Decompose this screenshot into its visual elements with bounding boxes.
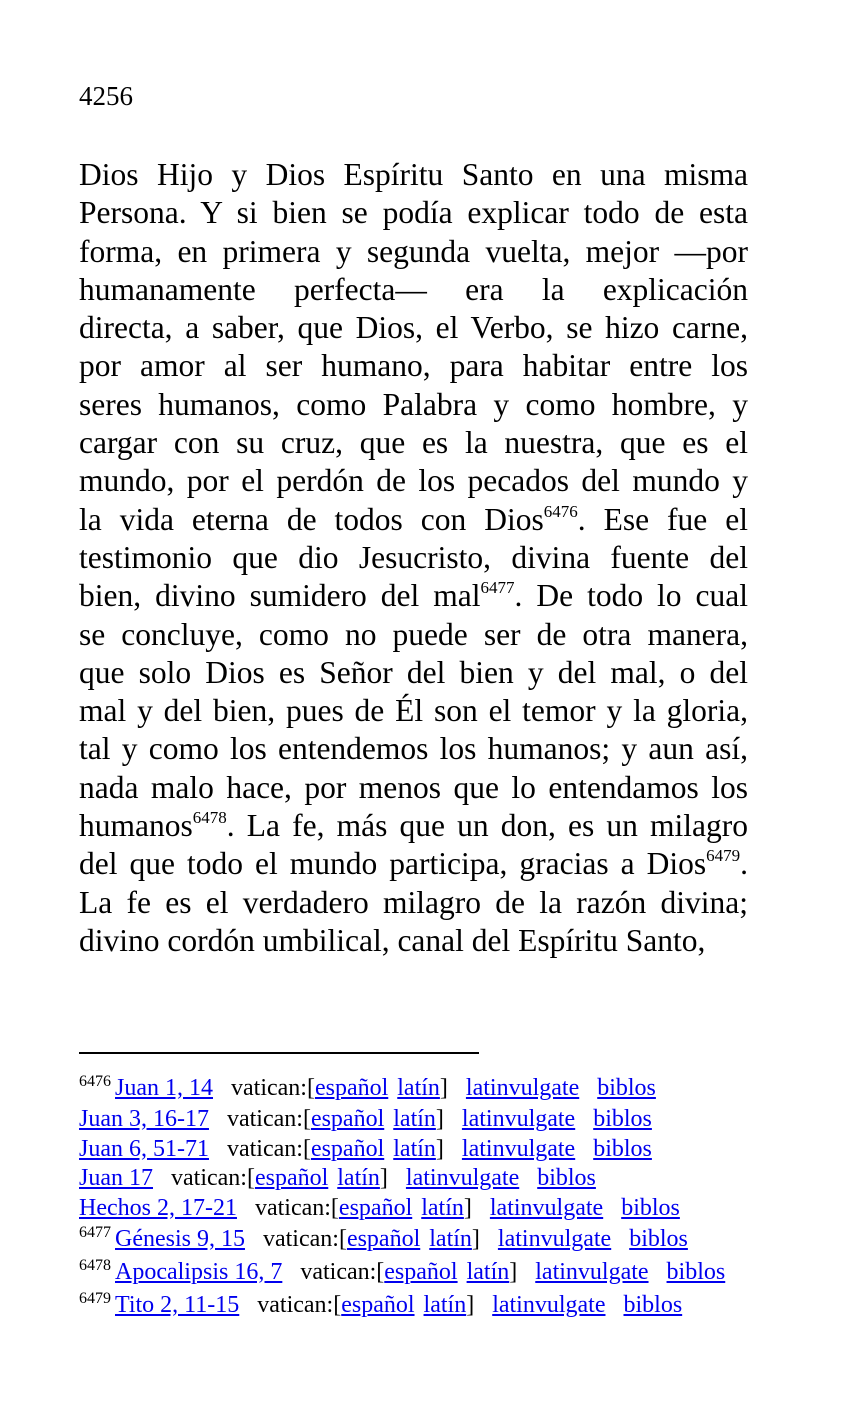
text-segment: . Ese fue el (577, 501, 748, 537)
text-segment: mal y del bien, pues de Él son el temor y la gloria, (79, 693, 748, 729)
text-segment: mundo, por el perdón de los pecados del mundo y (79, 463, 748, 499)
latinvulgate-link[interactable]: latinvulgate (492, 1291, 606, 1318)
close-bracket: ] (463, 1194, 472, 1221)
text-line (79, 539, 748, 577)
reference-link[interactable]: Apocalipsis 16, 7 (115, 1258, 283, 1285)
text-line (79, 462, 748, 500)
footnote-row (79, 1291, 779, 1323)
text-line (79, 845, 748, 883)
latin-link[interactable]: latín (466, 1258, 510, 1285)
close-bracket: ] (379, 1165, 388, 1191)
reference-link[interactable]: Génesis 9, 15 (115, 1225, 245, 1252)
close-bracket: ] (439, 1074, 448, 1101)
reference-link[interactable]: Tito 2, 11-15 (115, 1291, 240, 1318)
espanol-link[interactable]: español (314, 1074, 389, 1101)
text-line (79, 424, 748, 462)
footnote-ref[interactable]: 6479 (706, 846, 741, 866)
reference-link[interactable]: Hechos 2, 17-21 (79, 1194, 237, 1221)
text-line (79, 807, 748, 845)
footnote-row (79, 1194, 779, 1224)
latin-link[interactable]: latín (393, 1106, 436, 1132)
text-segment: divino cordón umbilical, canal del Espíritu Santo, (79, 922, 706, 958)
text-segment: se concluye, como no puede ser de otra manera, (79, 616, 748, 652)
footnote-number: 6478 (79, 1256, 111, 1274)
text-line (79, 501, 748, 539)
text-line (79, 884, 748, 922)
latin-link[interactable]: latín (393, 1135, 436, 1162)
text-line (79, 194, 748, 232)
vatican-label: vatican:[ (254, 1194, 339, 1221)
footnote-number: 6479 (79, 1289, 111, 1307)
footnote-number: 6477 (79, 1223, 111, 1241)
reference-link[interactable]: Juan 17 (79, 1165, 153, 1191)
vatican-label: vatican:[ (300, 1258, 385, 1285)
text-line (79, 769, 748, 807)
espanol-link[interactable]: español (384, 1258, 458, 1285)
footnote-ref[interactable]: 6477 (480, 578, 515, 598)
text-line (79, 922, 748, 960)
text-segment: Persona. Y si bien se podía explicar todo de esta (79, 195, 748, 231)
latin-link[interactable]: latín (397, 1074, 440, 1101)
reference-link[interactable]: Juan 6, 51-71 (79, 1135, 209, 1162)
vatican-label: vatican:[ (226, 1106, 311, 1132)
text-line (79, 577, 748, 615)
biblos-link[interactable]: biblos (537, 1165, 596, 1191)
espanol-link[interactable]: español (310, 1135, 385, 1162)
text-segment: . De todo lo cual (514, 578, 749, 614)
text-segment: . La fe, más que un don, es un milagro (226, 808, 748, 844)
text-line (79, 347, 748, 385)
text-segment: del que todo el mundo participa, gracias a Dios (79, 846, 707, 882)
text-segment: cargar con su cruz, que es la nuestra, que es el (79, 425, 748, 461)
text-segment: por amor al ser humano, para habitar entre los (79, 348, 748, 384)
text-line (79, 156, 748, 194)
text-segment: que solo Dios es Señor del bien y del mal, o del (79, 654, 748, 690)
text-segment: bien, divino sumidero del mal (79, 578, 481, 614)
footnote-row (79, 1135, 779, 1165)
close-bracket: ] (435, 1106, 444, 1132)
text-line (79, 616, 748, 654)
latinvulgate-link[interactable]: latinvulgate (535, 1258, 649, 1285)
text-segment: seres humanos, como Palabra y como hombre, y (79, 386, 748, 422)
close-bracket: ] (466, 1291, 475, 1318)
latinvulgate-link[interactable]: latinvulgate (461, 1106, 576, 1132)
biblos-link[interactable]: biblos (666, 1258, 726, 1285)
latin-link[interactable]: latín (423, 1291, 467, 1318)
text-segment: nada malo hace, por menos que lo entendamos los (79, 769, 748, 805)
text-line (79, 386, 748, 424)
latinvulgate-link[interactable]: latinvulgate (465, 1074, 580, 1101)
espanol-link[interactable]: español (310, 1106, 385, 1132)
vatican-label: vatican:[ (226, 1135, 311, 1162)
text-segment: tal y como los entendemos los humanos; y aun así, (79, 731, 748, 767)
text-segment: Dios Hijo y Dios Espíritu Santo en una misma (79, 157, 748, 192)
text-line (79, 233, 748, 271)
footnote-row (79, 1258, 779, 1290)
footnote-row (79, 1105, 779, 1135)
footnotes (79, 1072, 779, 1322)
footnote-number: 6476 (79, 1072, 111, 1090)
biblos-link[interactable]: biblos (623, 1291, 683, 1318)
espanol-link[interactable]: español (338, 1194, 413, 1221)
footnote-row (79, 1225, 779, 1257)
biblos-link[interactable]: biblos (597, 1074, 656, 1101)
vatican-label: vatican:[ (262, 1225, 347, 1252)
text-line (79, 654, 748, 692)
footnote-divider (79, 1052, 479, 1054)
close-bracket: ] (471, 1225, 480, 1252)
text-segment: forma, en primera y segunda vuelta, mejor —por (79, 233, 748, 269)
latinvulgate-link[interactable]: latinvulgate (461, 1135, 576, 1162)
footnote-row (79, 1074, 779, 1106)
vatican-label: vatican:[ (231, 1074, 315, 1101)
reference-link[interactable]: Juan 3, 16-17 (79, 1106, 209, 1132)
text-line (79, 271, 748, 309)
text-line (79, 692, 748, 730)
text-line (79, 309, 748, 347)
espanol-link[interactable]: español (346, 1225, 421, 1252)
text-segment: La fe es el verdadero milagro de la razón divina; (79, 884, 748, 920)
page-number: 4256 (79, 81, 133, 111)
text-segment: la vida eterna de todos con Dios (79, 501, 544, 537)
latin-link[interactable]: latín (337, 1165, 380, 1191)
latin-link[interactable]: latín (429, 1225, 472, 1252)
espanol-link[interactable]: español (341, 1291, 415, 1318)
reference-link[interactable]: Juan 1, 14 (115, 1074, 213, 1101)
vatican-label: vatican:[ (257, 1291, 342, 1318)
text-line (79, 730, 748, 768)
footnote-ref[interactable]: 6476 (543, 501, 578, 521)
latinvulgate-link[interactable]: latinvulgate (405, 1165, 520, 1191)
latinvulgate-link[interactable]: latinvulgate (489, 1194, 604, 1221)
latinvulgate-link[interactable]: latinvulgate (497, 1225, 612, 1252)
latin-link[interactable]: latín (421, 1194, 464, 1221)
footnote-row (79, 1164, 779, 1194)
close-bracket: ] (509, 1258, 518, 1285)
biblos-link[interactable]: biblos (629, 1225, 688, 1252)
biblos-link[interactable]: biblos (621, 1194, 680, 1221)
text-segment: humanos (79, 808, 193, 844)
biblos-link[interactable]: biblos (593, 1106, 652, 1132)
espanol-link[interactable]: español (254, 1165, 329, 1191)
text-segment: testimonio que dio Jesucristo, divina fuente del (79, 539, 748, 575)
vatican-label: vatican:[ (171, 1165, 255, 1191)
text-segment: humanamente perfecta— era la explicación (79, 271, 748, 307)
body-text (79, 156, 748, 960)
close-bracket: ] (435, 1135, 444, 1162)
footnote-ref[interactable]: 6478 (192, 808, 227, 828)
biblos-link[interactable]: biblos (593, 1135, 652, 1162)
text-segment: directa, a saber, que Dios, el Verbo, se hizo carne, (79, 310, 748, 346)
text-segment: . (740, 846, 748, 882)
